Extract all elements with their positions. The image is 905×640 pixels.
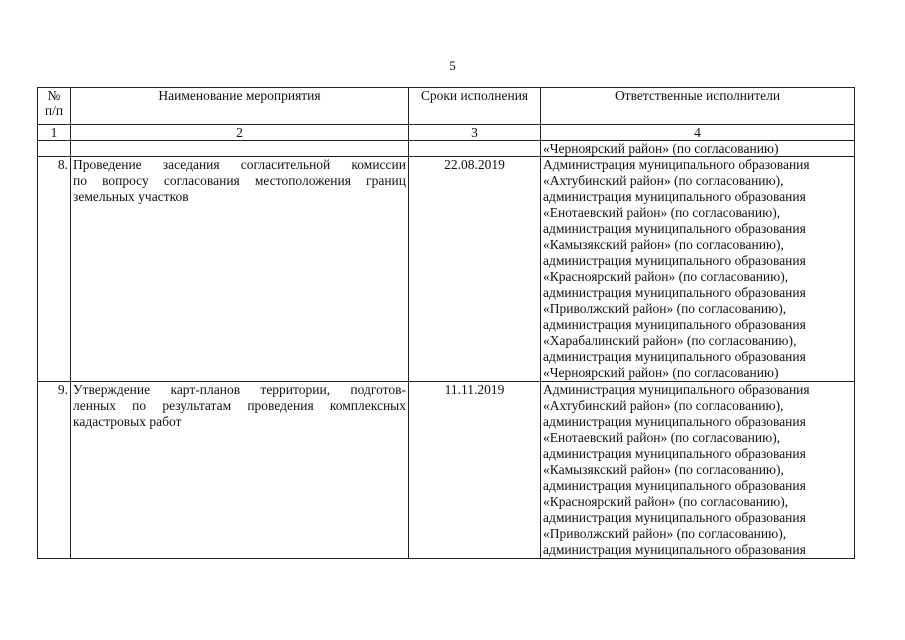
table-header-row: [38, 88, 855, 125]
responsible-line: администрация муниципального образования: [543, 189, 806, 204]
responsible-line: администрация муниципального образования: [543, 542, 806, 557]
row-title: [71, 382, 409, 559]
header-responsible: Ответственные исполнители: [541, 88, 855, 125]
responsible-line: «Ахтубинский район» (по согласованию),: [543, 398, 784, 413]
continuation-row: [38, 141, 855, 157]
row-responsible: [541, 157, 855, 382]
continuation-date-cell: [409, 141, 541, 157]
page-number: 5: [449, 58, 456, 73]
row-title-line: по вопросу согласования местоположения границ: [73, 173, 406, 188]
continuation-responsible: «Черноярский район» (по согласованию): [541, 141, 855, 157]
responsible-line: Администрация муниципального образования: [543, 157, 810, 172]
header-name: Наименование мероприятия: [71, 88, 409, 125]
row-title: [71, 157, 409, 382]
column-number: 4: [541, 125, 855, 141]
responsible-line: администрация муниципального образования: [543, 253, 806, 268]
column-number: 2: [71, 125, 409, 141]
responsible-line: «Приволжский район» (по согласованию),: [543, 301, 787, 316]
continuation-num-cell: [38, 141, 71, 157]
row-date: 22.08.2019: [409, 157, 541, 382]
responsible-line: «Красноярский район» (по согласованию),: [543, 494, 789, 509]
responsible-line: «Камызякский район» (по согласованию),: [543, 462, 784, 477]
responsible-line: Администрация муниципального образования: [543, 382, 810, 397]
responsible-line: «Камызякский район» (по согласованию),: [543, 237, 784, 252]
row-number: 9.: [38, 382, 71, 559]
responsible-line: администрация муниципального образования: [543, 478, 806, 493]
responsible-line: «Приволжский район» (по согласованию),: [543, 526, 787, 541]
responsible-line: администрация муниципального образования: [543, 285, 806, 300]
responsible-line: администрация муниципального образования: [543, 510, 806, 525]
row-responsible: [541, 382, 855, 559]
header-number: [38, 88, 71, 125]
responsible-line: администрация муниципального образования: [543, 317, 806, 332]
responsible-line: администрация муниципального образования: [543, 221, 806, 236]
column-numbers-row: [38, 125, 855, 141]
responsible-line: «Черноярский район» (по согласованию): [543, 365, 779, 380]
plan-table: [37, 87, 855, 559]
responsible-line: «Енотаевский район» (по согласованию),: [543, 205, 781, 220]
row-title-line: кадастровых работ: [73, 414, 182, 429]
responsible-line: администрация муниципального образования: [543, 349, 806, 364]
continuation-title-cell: [71, 141, 409, 157]
header-number-line2: п/п: [44, 103, 64, 118]
row-title-line: Утверждение карт-планов территории, подготов-: [73, 382, 406, 397]
row-number: 8.: [38, 157, 71, 382]
responsible-line: «Харабалинский район» (по согласованию),: [543, 333, 797, 348]
column-number: 1: [38, 125, 71, 141]
row-title-line: ленных по результатам проведения комплексных: [73, 398, 406, 413]
responsible-line: администрация муниципального образования: [543, 414, 806, 429]
row-title-line: Проведение заседания согласительной комиссии: [73, 157, 406, 172]
header-dates: Сроки исполнения: [409, 88, 541, 125]
header-number-line1: №: [47, 88, 61, 103]
responsible-line: администрация муниципального образования: [543, 446, 806, 461]
row-title-line: земельных участков: [73, 189, 189, 204]
responsible-line: «Красноярский район» (по согласованию),: [543, 269, 789, 284]
responsible-line: «Енотаевский район» (по согласованию),: [543, 430, 781, 445]
column-number: 3: [409, 125, 541, 141]
responsible-line: «Ахтубинский район» (по согласованию),: [543, 173, 784, 188]
row-date: 11.11.2019: [409, 382, 541, 559]
table-row: [38, 157, 855, 382]
table-row: [38, 382, 855, 559]
